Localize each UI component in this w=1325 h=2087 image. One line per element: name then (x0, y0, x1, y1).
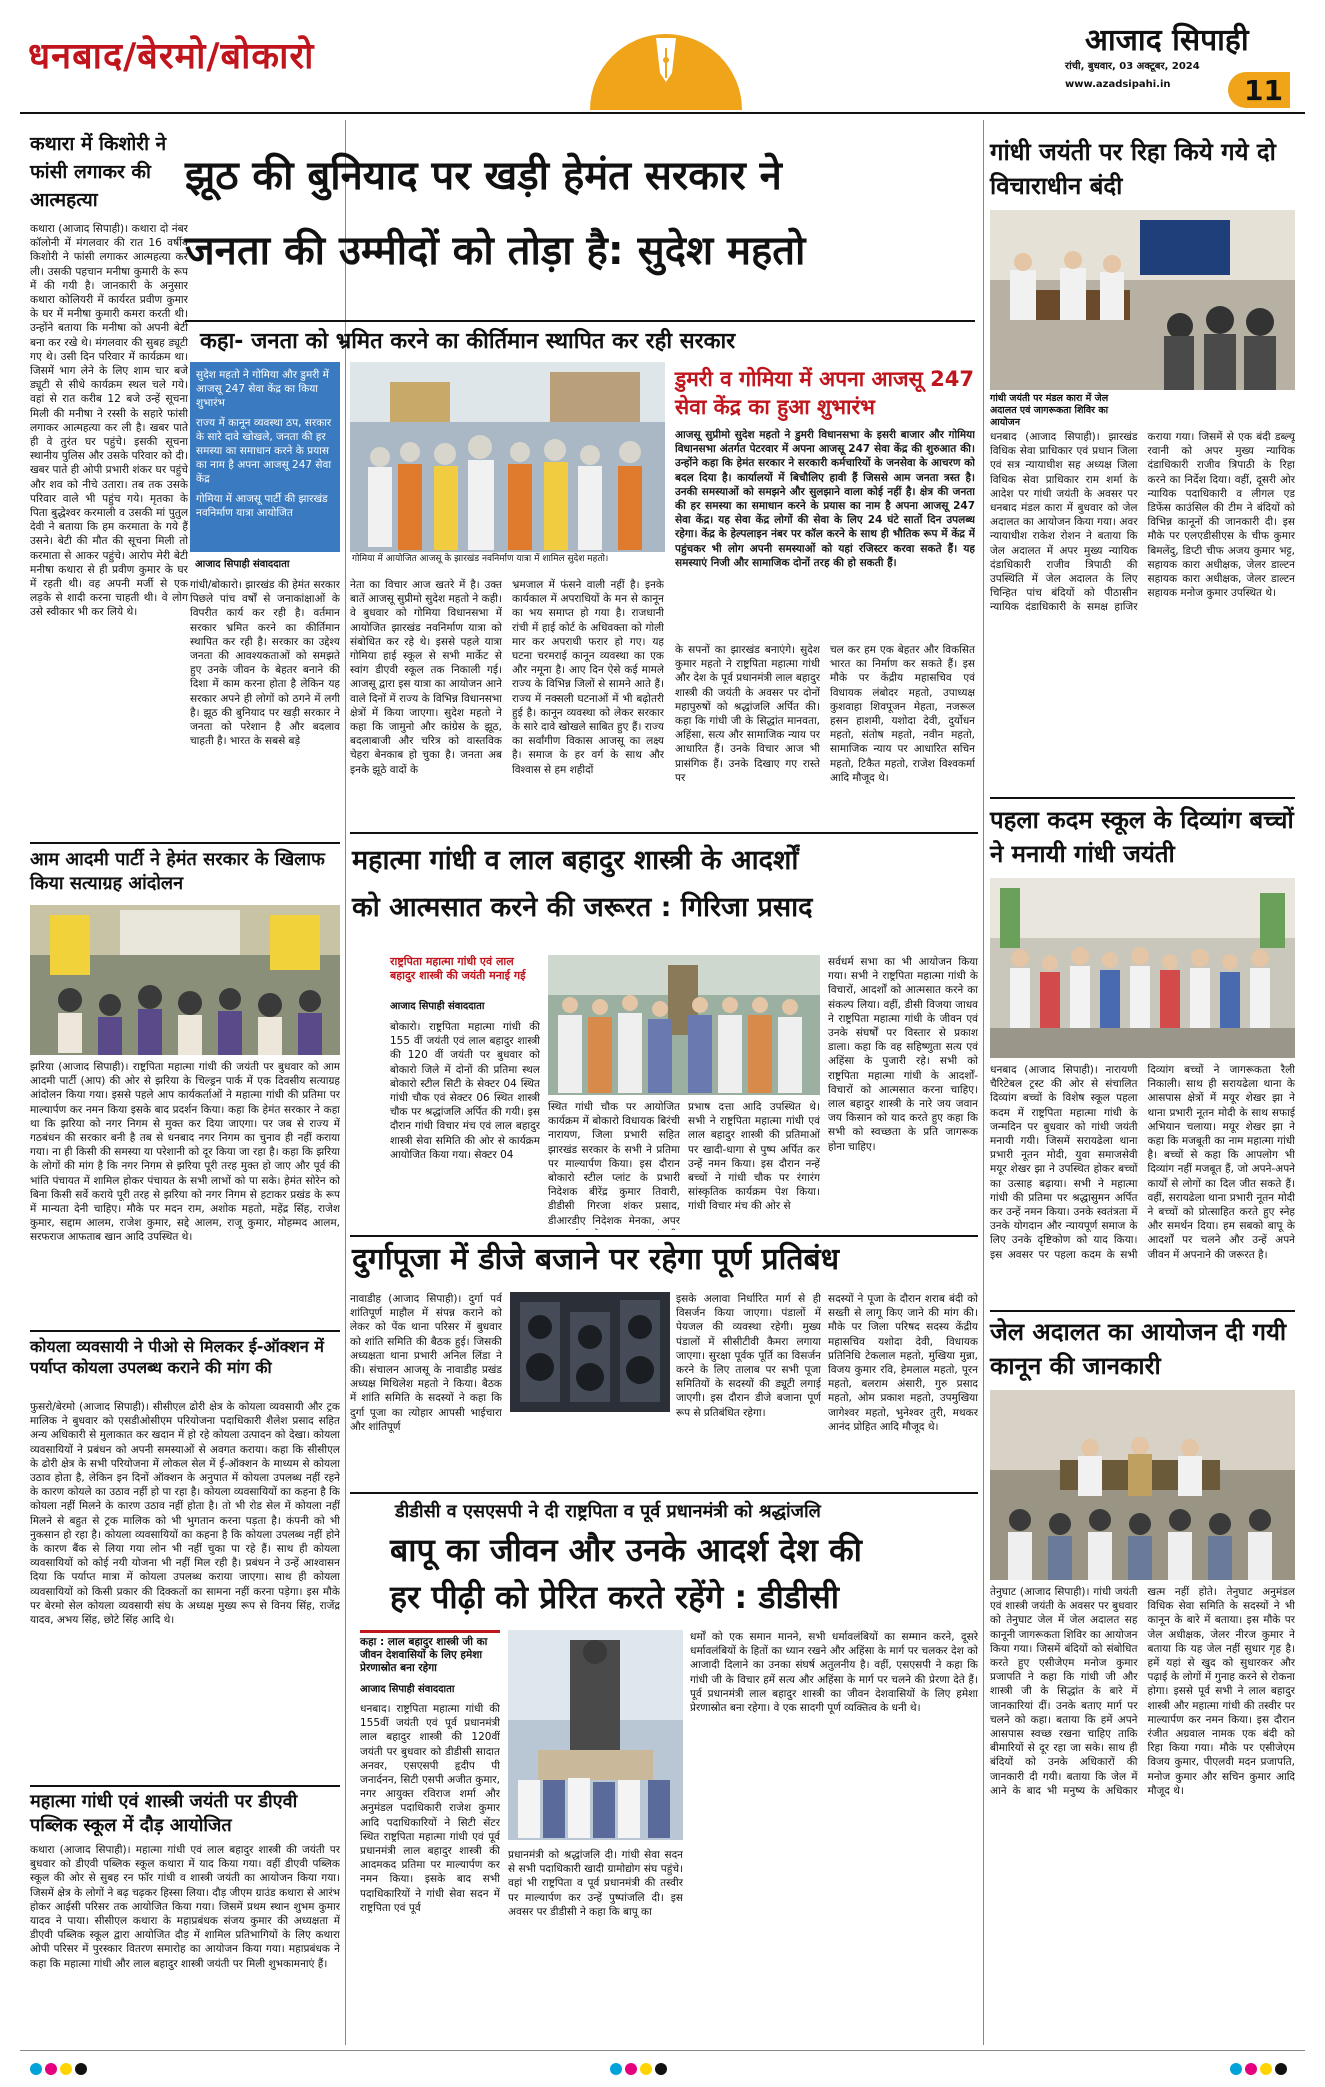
gandhi-byline: आजाद सिपाही संवाददाता (390, 1001, 485, 1012)
story-kathara-body: कथारा (आजाद सिपाही)। कथारा दो नंबर कॉलोनी में मंगलवार की रात 16 वर्षीय किशोरी ने फांसी लगाकर आत्महत्या कर ली। उसकी पहचान मनीषा कुमारी के रूप में की गयी है। जानकारी के अनुसार कथारा कोलियरी में कार्यरत प्रवीण कुमार के घर में मनीषा कुमारी कमरा करती थी। उन्होंने बताया कि मनीषा को अपनी बेटी बना कर रखे थे। मंगलवार की सुबह ड्यूटी गए थे। उसी दिन परिवार में कार्यक्रम था। जिसमें भाग लेने के लिए शाम चार बजे ड्यूटी से सीधे कार्यक्रम स्थल चले गये। वहां से रात करीब 12 बजे उन्हें सूचना मिली की मनीषा ने रस्सी के सहारे फांसी लगाकर आत्महत्या कर ली है। खबर पाते ही वे तुरंत घर पहुंचे। इसकी सूचना स्थानीय पुलिस और उसके परिवार को दी। खबर पाते ही ओपी प्रभारी शंकर घर पहुंचे और शव को नीचे उतारा। तब तक उसके परिवार वाले भी पहुंच गये। मृतका के पिता बुद्धेश्वर करमाली व उसकी मां पुतुल देवी ने बताया कि हम करमाता के गये हैं उसने। बेटी की मौत की सूचना मिली तो करमाता से आकर पहुंचे। आरोप मेरी बेटी मनीषा कथारा से ही प्रवीण कुमार के घर में रहती थी। वह अपनी मर्जी से एक लड़के से शादी करना चाहती थी। वे लोग उसे स्वीकार भी कर लिये थे। (30, 223, 188, 619)
masthead (0, 0, 1325, 110)
race-headline: महात्मा गांधी एवं शास्त्री जयंती पर डीएवी पब्लिक स्कूल में दौड़ आयोजित (30, 1791, 298, 1836)
swatch (60, 2063, 72, 2075)
ddc-headline-line2: हर पीढ़ी को प्रेरित करते रहेंगे : डीडीसी (390, 1578, 840, 1616)
lead-body-col3: भ्रमजाल में फंसने वाली नहीं है। इनके कार्यकाल में अपराधियों के मन से कानून का भय समाप्त हो गया है। राजधानी रांची में हाई कोर्ट के अधिवक्ता को गोली मार कर अपराधी फरार हो गए। यह घटना चरमराई कानून व्यवस्था का एक और नमूना है। आए दिन ऐसे कई मामले राज्य के विभिन्न जिलों से सामने आते हैं। राज्य में नक्सली घटनाओं में भी बढ़ोतरी हुई है। कानून व्यवस्था को लेकर सरकार के सारे दावे खोखले साबित हुए हैं। राज्य का सर्वांगीण विकास आजसू का लक्ष्य है। समाज के हर वर्ग के साथ और विश्वास से हम शहीदों (512, 579, 664, 776)
ddc-headline-line1: बापू का जीवन और उनके आदर्श देश की (390, 1531, 862, 1569)
col-divider (983, 120, 984, 2045)
lead-bullet: राज्य में कानून व्यवस्था ठप, सरकार के सारे दावे खोखले, जनता की हर समस्या का समाधान करने के प्रयास का नाम है अपना आजसू 247 सेवा केंद्र (196, 417, 332, 485)
lead-bullet: सुदेश महतो ने गोमिया और डुमरी में आजसू 247 सेवा केंद्र का किया शुभारंभ (196, 369, 329, 409)
school-photo (990, 878, 1295, 1058)
footer-rule (20, 2050, 1305, 2051)
ddc-byline: आजाद सिपाही संवाददाता (360, 1684, 455, 1695)
paper-name: आजाद सिपाही (1085, 23, 1249, 58)
swatch (1260, 2063, 1272, 2075)
school-body: धनबाद (आजाद सिपाही)। नारायणी चैरिटेबल ट्रस्ट की ओर से संचालित दिव्यांग बच्चों के विशेष स्कूल पहला कदम में राष्ट्रपिता महात्मा गांधी के जन्मदिन पर बुधवार को गांधी जयंती मनायी गयी। जिसमें सरायढेला थाना प्रभारी नूतन मोदी, युवा समाजसेवी मयूर शेखर झा ने उपस्थित होकर बच्चों का उत्साह बढ़ाया। सभी ने महात्मा गांधी की प्रतिमा पर श्रद्धासुमन अर्पित कर उन्हें नमन किया। उनके स्वतंत्रता में उनके योगदान और न्यायपूर्ण समाज के लिए उनके दृष्टिकोण को याद किया। इस अवसर पर पहला कदम के सभी दिव्यांग बच्चों ने जागरूकता रैली निकाली। साथ ही सरायढेला थाना के आसपास क्षेत्रों में मयूर शेखर झा ने थाना प्रभारी नूतन मोदी के साथ सफाई अभियान चलाया। मयूर शेखर झा ने कहा कि मजबूती का नाम महात्मा गांधी है। बच्चों से कहा कि आपलोग भी दिव्यांग नहीं मजबूत हैं, जो अपने-अपने कार्यों से लोगों का दिल जीत सकते हैं। वहीं, सरायढेला थाना प्रभारी नूतन मोदी ने बच्चों को प्रोत्साहित करते हुए स्नेह और समर्थन दिया। हम सबको बापू के आदर्शों पर चलने और उन्हें अपने जीवन में अपनाने की जरूरत है। (990, 1064, 1295, 1261)
ddc-body3: धर्मों को एक समान मानने, सभी धर्मावलंबियों का सम्मान करने, दूसरे धर्मावलंबियों के हितों का ध्यान रखने और अहिंसा के मार्ग पर चलकर देश को आजादी दिलाने का उनका संघर्ष अतुलनीय है। वहीं, एसएसपी ने कहा कि गांधी जी के विचार हमें सत्य और अहिंसा के मार्ग पर चलने की प्रेरणा देते हैं। पूर्व प्रधानमंत्री लाल बहादुर शास्त्री का जीवन देशवासियों के लिए हमेशा प्रेरणास्रोत बना रहेगा। वे एक सादगी पूर्ण व्यक्तित्व के धनी थे। (690, 1631, 978, 1715)
gandhi-body4: सर्वधर्म सभा का भी आयोजन किया गया। सभी ने राष्ट्रपिता महात्मा गांधी के विचारों, आदर्शों को आत्मसात करने का संकल्प लिया। वहीं, डीसी विजया जाधव ने राष्ट्रपिता महात्मा गांधी के जीवन एवं उनके संघर्षों पर विस्तार से प्रकाश डाला। कहा कि वह सहिष्णुता सत्य एवं अहिंसा के पुजारी रहे। सभी को राष्ट्रपिता महात्मा गांधी के आदर्शों-विचारों को आत्मसात करना चाहिए। लाल बहादुर शास्त्री के नारे जय जवान जय किसान को याद करते हुए कहा कि सभी को स्वच्छता के प्रति जागरूक होना चाहिए। (828, 956, 978, 1153)
lead-body-col5: चल कर हम एक बेहतर और विकसित भारत का निर्माण कर सकते हैं। इस मौके पर केंद्रीय महासचिव एवं विधायक लंबोदर महतो, उपाध्यक्ष कुशवाहा शिवपूजन मेहता, नजरूल हसन हाशमी, यशोदा देवी, दुर्योधन महतो, संतोष महतो, नवीन महतो, सामाजिक न्याय पर आधारित सचिन महतो, टिकैत महतो, राजेश विश्वकर्मा आदि मौजूद थे। (830, 644, 975, 784)
prisoners-body: धनबाद (आजाद सिपाही)। झारखंड विधिक सेवा प्राधिकार एवं प्रधान जिला एवं सत्र न्यायाधीश सह अध्यक्ष जिला विधिक सेवा प्राधिकार राम शर्मा के आदेश पर गांधी जयंती के अवसर पर धनबाद मंडल कारा में बुधवार को जेल अदालत का आयोजन किया गया। अवर न्यायाधीश राकेश रोशन ने बताया कि जेल अदालत में अपर मुख्य न्यायिक दंडाधिकारी राजीव त्रिपाठी की उपस्थिति में जेल अदालत के लिए चिन्हित पांच बंदियों को पीठासीन न्यायिक दंडाधिकारी के समक्ष हाजिर कराया गया। जिसमें से एक बंदी डब्ल्यू रवानी को अपर मुख्य न्यायिक दंडाधिकारी राजीव त्रिपाठी के रिहा करने का निर्देश दिया। वहीं, दूसरी ओर न्यायिक पदाधिकारी व लीगल एड डिफेंस काउंसिल की टीम ने बंदियों को विभिन्न कानूनों की जानकारी दी। इस मौके पर एलएडीसीएस के चीफ कुमार बिमलेंदु, डिप्टी चीफ अजय कुमार भट्ट, सहायक कारा अधीक्षक, जेलर डाल्टन सहायक कारा अधीक्षक, जेलर डाल्टन सहायक मनोज कुमार उपस्थित थे। (990, 431, 1295, 614)
court-body: तेनुघाट (आजाद सिपाही)। गांधी जयंती एवं शास्त्री जयंती के अवसर पर बुधवार को तेनुघाट जेल में जेल अदालत सह कानूनी जागरूकता शिविर का आयोजन किया गया। जिसमें बंदियों को संबोधित करते हुए एसीजेएम मनोज कुमार प्रजापति ने कहा कि गांधी जी और शास्त्री जी के सिद्धांत के बारे में जानकारियां दीं। उनके बताए मार्ग पर चलने को कहा। बताया कि हमें अपने आसपास स्वच्छ रखना चाहिए ताकि बीमारियों से दूर रहा जा सके। साथ ही बंदियों को उनके अधिकारों की जानकारी दी गयी। बताया कि जेल में आने के बाद भी मनुष्य के अधिकार खत्म नहीं होते। तेनुघाट अनुमंडल विधिक सेवा समिति के सदस्यों ने भी कानून के बारे में बताया। इस मौके पर जेल अधीक्षक, जेलर नीरज कुमार ने बताया कि यह जेल नहीं सुधार गृह है। हमें यहां से खुद को सुधारकर और पढ़ाई के लोगों में गुनाह करने से रोकना होगा। इससे पूर्व सभी ने लाल बहादुर शास्त्री और महात्मा गांधी की तस्वीर पर माल्यार्पण कर नमन किया। इस दौरान रंजीत अग्रवाल नामक एक बंदी को रिहा किया गया। मौके पर एसीजेएम विजय कुमार, पीएलवी मदन प्रजापति, मनोज कुमार और सचिन कुमार आदि मौजूद थे। (990, 1586, 1295, 1797)
color-swatches-left (30, 2060, 90, 2079)
gandhi-body2: स्थित गांधी चौक पर आयोजित कार्यक्रम में बोकारो विधायक बिरंची नारायण, जिला प्रभारी सहित झारखंड सरकार के सभी ने प्रतिमा पर माल्यार्पण किया। इस दौरान बोकारो स्टील प्लांट के प्रभारी निदेशक बीरेंद्र कुमार तिवारी, डीडीसी गिरजा शंकर प्रसाद, डीआरडीए निदेशक मेनका, अपर (548, 1101, 680, 1227)
gandhi-headline-line2: को आत्मसात करने की जरूरत : गिरिजा प्रसाद (352, 892, 813, 923)
swatch (30, 2063, 42, 2075)
swatch (610, 2063, 622, 2075)
swatch (655, 2063, 667, 2075)
durga-headline: दुर्गापूजा में डीजे बजाने पर रहेगा पूर्ण प्रतिबंध (352, 1242, 840, 1277)
lead-body-col1: गांधी/बोकारो। झारखंड की हेमंत सरकार पिछले पांच वर्षों से जनाकांक्षाओं के विपरीत कार्य कर रही है। वर्तमान सरकार भ्रमित करने का कीर्तिमान स्थापित कर रही है। सरकार का उद्देश्य जनता की आवश्यकताओं को समझते हुए उनके जीवन के बेहतर बनाने की दिशा में काम करना होता है लेकिन यह सरकार अपने ही लोगों को ठगने में लगी है। झूठ की बुनियाद पर खड़ी सरकार ने जनता को परेशान है और बदलाव चाहती है। भारत के सबसे बड़े (190, 579, 340, 748)
divider (350, 1235, 978, 1237)
durga-body1: नावाडीह (आजाद सिपाही)। दुर्गा पर्व शांतिपूर्ण माहौल में संपन्न कराने को लेकर को पेंक थाना परिसर में बुधवार को शांति समिति की बैठक हुई। जिसकी अध्यक्षता थाना प्रभारी अनिल लिंडा ने की। संचालन आजसू के नावाडीह प्रखंड अध्यक्ष मिथिलेश महतो ने किया। बैठक में शांति समिति के सदस्यों ने कहा कि दुर्गा पूजा का त्योहार आपसी भाईचारा और शांतिपूर्ण (350, 1293, 502, 1433)
durga-body3: सदस्यों ने पूजा के दौरान शराब बंदी को सख्ती से लागू किए जाने की मांग की। मौके पर जिला परिषद सदस्य केंद्रीय महासचिव यशोदा देवी, विधायक प्रतिनिधि टेकलाल महतो, मुखिया मुन्ना, विजय कुमार रवि, हेमलाल महतो, पूरन महतो, बलराम अंसारी, गुरु प्रसाद महतो, ओम प्रकाश महतो, उपमुखिया जागेश्वर महतो, भुनेश्वर तुरी, मथकर आनंद प्रोहित आदि मौजूद थे। (828, 1293, 978, 1433)
swatch (640, 2063, 652, 2075)
ddc-body2: प्रधानमंत्री को श्रद्धांजलि दी। गांधी सेवा सदन से सभी पदाधिकारी खादी ग्रामोद्योग संघ पहुंचे। वहां भी राष्ट्रपिता व पूर्व प्रधानमंत्री की तस्वीर पर माल्यार्पण कर उन्हें पुष्पांजलि दी। इस अवसर पर डीडीसी ने कहा कि बापू का (508, 1849, 683, 1918)
date-line: रांची, बुधवार, 03 अक्टूबर, 2024 (1065, 61, 1200, 72)
gandhi-headline-line1: महात्मा गांधी व लाल बहादुर शास्त्री के आदर्शों (352, 845, 799, 876)
prisoners-photo (990, 210, 1295, 390)
gandhi-body1: बोकारो। राष्ट्रपिता महात्मा गांधी की 155 वीं जयंती एवं लाल बहादुर शास्त्री की 120 वीं जयंती पर बुधवार को बोकारो जिले में दोनों की प्रतिमा स्थल बोकारो स्टील सिटी के सेक्टर 04 स्थित गांधी चौक एवं सेक्टर 06 स्थित शास्त्री चौक पर श्रद्धांजलि अर्पित की गयी। इस दौरान गांधी विचार मंच एवं लाल बहादुर शास्त्री सेवा समिति की ओर से कार्यक्रम आयोजित किया गया। सेक्टर 04 (390, 1021, 540, 1161)
lead-bullets-box (190, 362, 340, 552)
ddc-body1: धनबाद। राष्ट्रपिता महात्मा गांधी की 155वीं जयंती एवं पूर्व प्रधानमंत्री लाल बहादुर शास्त्री की 120वीं जयंती पर बुधवार को डीडीसी सादात अनवर, एसएसपी हृदीप पी जनार्दनन, सिटी एसपी अजीत कुमार, नगर आयुक्त रविराज शर्मा और अनुमंडल पदाधिकारी राजेश कुमार आदि पदाधिकारियों ने सिटी सेंटर स्थित राष्ट्रपिता महात्मा गांधी एवं पूर्व प्रधानमंत्री लाल बहादुर शास्त्री की आदमकद प्रतिमा पर माल्यार्पण कर नमन किया। इसके बाद सभी पदाधिकारियों ने गांधी सेवा सदन में राष्ट्रपिता एवं पूर्व (360, 1703, 500, 1914)
side-body: आजसू सुप्रीमो सुदेश महतो ने डुमरी विधानसभा के इसरी बाजार और गोमिया विधानसभा अंतर्गत पेटरवार में अपना आजसू 247 सेवा केंद्र की शुरुआत की। उन्होंने कहा कि हेमंत सरकार ने सरकारी कर्मचारियों के जनसेवा के आचरण को बदल दिया है। कार्यालयों में बिचौलिए हावी हैं जिससे आम जनता त्रस्त है। उनकी समस्याओं को समझने और सुलझाने वाला कोई नहीं है। क्षेत्र की जनता की हर समस्या का समाधान करने के प्रयास का नाम है अपना आजसू 247 सेवा केंद्र। यह सेवा केंद्र लोगों की सेवा के लिए 24 घंटे सातों दिन उपलब्ध रहेगा। केंद्र के हेल्पलाइन नंबर पर कॉल करने के साथ ही भौतिक रूप में केंद्र में पहुंचकर भी लोग अपनी समस्याओं को यहां रजिस्टर करवा सकते हैं। यह समस्याएं निजी और सामाजिक दोनों तरह की हो सकती हैं। (675, 429, 975, 569)
court-photo (990, 1390, 1295, 1580)
divider (990, 797, 1295, 799)
website: www.azadsipahi.in (1065, 79, 1171, 90)
lead-byline: आजाद सिपाही संवाददाता (195, 559, 290, 570)
durga-body2: इसके अलावा निर्धारित मार्ग से ही विसर्जन किया जाएगा। पंडालों में पेयजल की व्यवस्था रहेगी। मुख्य पंडालों में सीसीटीवी कैमरा लगाया जाएगा। सुरक्षा पूर्वक पूर्ति का विसर्जन करने के लिए तालाब पर सभी पूजा समितियों के सदस्यों की ड्यूटी लगाई जाएगी। इस दौरान डीजे बजाना पूर्ण रूप से प्रतिबंधित रहेगा। (676, 1293, 821, 1419)
lead-headline-line1: झूठ की बुनियाद पर खड़ी हेमंत सरकार ने (185, 153, 782, 199)
section-title: धनबाद/बेरमो/बोकारो (28, 36, 315, 77)
lead-body-col2: नेता का विचार आज खतरे में है। उक्त बातें आजसू सुप्रीमो सुदेश महतो ने कही। वे बुधवार को गोमिया विधानसभा में आयोजित झारखंड नवनिर्माण यात्रा को संबोधित कर रहे थे। इससे पहले यात्रा गोमिया हाई स्कूल से सभी मार्केट से स्वांग डीएवी स्कूल तक निकाली गई। आजसू द्वारा इस यात्रा का आयोजन आने वाले दिनों में राज्य के विभिन्न विधानसभा क्षेत्रों में किया जाएगा। सुदेश महतो ने कहा कि जामुनो और कांग्रेस के झूठ, बदलाबाजी और चरित्र को वास्तविक चेहरा बेनकाब हो चुका है। जनता अब इनके झूठे वादों के (350, 579, 502, 776)
divider (185, 320, 975, 322)
page-number: 11 (1244, 74, 1283, 107)
prisoners-caption: गांधी जयंती पर मंडल कारा में जेल अदालत एवं जागरूकता शिविर का आयोजन (990, 393, 1109, 428)
story-kathara-headline: कथारा में किशोरी ने फांसी लगाकर की आत्महत्या (30, 133, 167, 211)
divider (350, 1492, 978, 1494)
divider (30, 1330, 340, 1332)
coal-body: फुसरो/बेरमो (आजाद सिपाही)। सीसीएल ढोरी क्षेत्र के कोयला व्यवसायी और ट्रक मालिक ने बुधवार को एसडीओसीएम परियोजना पदाधिकारी शैलेश प्रसाद सहित अन्य अधिकारी से मुलाकात कर खदान में हो रहे कोयला उत्पादन को देखा। कोयला व्यवसायियों ने प्रबंधन को अपनी समस्याओं से अवगत कराया। कहा कि सीसीएल के ढोरी क्षेत्र के सभी परियोजना में लोकल सेल में ई-ऑक्शन के माध्यम से कोयला उठाव होता है, लेकिन इन दिनों ऑक्शन के अनुपात में कोयला उपलब्ध नहीं रहने के कारण कोयले का उठाव नहीं हो पा रहा है। कोयला व्यवसायियों का कहना है कि कोयला नहीं मिलने के कारण उठाव नहीं होता है। तो भी रोड सेल में कोयला नहीं मिलने से बहुत से ट्रक मालिक को भी भुगतान करना पड़ता है। कंपनी को भी नुकसान हो रहा है। कोयला व्यवसायियों का कहना है कि कोयला उपलब्ध नहीं होने के कारण बैंक से लिया गया लोन भी नहीं चुका पा रहे हैं। साथ ही कोयला व्यवसायियों को कोई नयी योजना भी नहीं मिल रही है। प्रबंधन ने उन्हें आश्वासन दिया कि पर्याप्त मात्रा में कोयला उपलब्ध कराया जाएगा। साथ ही कोयला व्यवसायियों को किसी प्रकार की दिक्कतों का सामना नहीं करना पड़ेगा। इस मौके पर बेरमो सेल कोयला व्यवसायी संघ के अध्यक्ष मुख्य रूप से विनय सिंह, राजेंद्र यादव, अभय सिंह, छोटे सिंह आदि थे। (30, 1401, 340, 1627)
swatch (1245, 2063, 1257, 2075)
swatch (625, 2063, 637, 2075)
lead-photo (350, 362, 665, 552)
divider (990, 1310, 1295, 1312)
lead-bullet: गोमिया में आजसू पार्टी की झारखंड नवनिर्माण यात्रा आयोजित (196, 493, 328, 519)
lead-photo-caption: गोमिया में आयोजित आजसू के झारखंड नवनिर्माण यात्रा में शामिल सुदेश महतो। (352, 554, 609, 564)
divider (350, 832, 978, 834)
coal-headline: कोयला व्यवसायी ने पीओ से मिलकर ई-ऑक्शन में पर्याप्त कोयला उपलब्ध कराने की मांग की (30, 1337, 324, 1377)
durga-photo (510, 1292, 670, 1412)
aap-photo (30, 905, 340, 1055)
divider (30, 1785, 340, 1787)
prisoners-headline: गांधी जयंती पर रिहा किये गये दो विचाराधीन बंदी (990, 138, 1276, 200)
court-headline: जेल अदालत का आयोजन दी गयी कानून की जानकारी (990, 1318, 1287, 1380)
gandhi-kicker: राष्ट्रपिता महात्मा गांधी एवं लाल बहादुर शास्त्री की जयंती मनाई गई (390, 955, 526, 982)
header-rule (20, 112, 1305, 114)
aap-body: झरिया (आजाद सिपाही)। राष्ट्रपिता महात्मा गांधी की जयंती पर बुधवार को आम आदमी पार्टी (आप) की ओर से झरिया के चिल्ड्रन पार्क में एक दिवसीय सत्याग्रह आंदोलन किया गया। इससे पहले आप कार्यकर्ताओं ने महात्मा गांधी की प्रतिमा पर माल्यार्पण कर नमन किया इसके बाद प्रदर्शन किया। कहा कि हेमंत सरकार ने कहा था कि झरिया को नगर निगम से मुक्त कर दिया जाएगा। पर जब से राज्य में गठबंधन की सरकार बनी है तब से धनबाद नगर निगम का चुनाव ही नहीं कराया गया। ना ही किसी की समस्या या परेशानी को दूर किया जा रहा है। कहा कि झरिया के लोगों की मांग है कि नगर निगम से झरिया पूरी तरह मुक्त हो जाए और पूर्व की भांति पंचायत में शामिल होकर पंचायत के सभी लाभों को पा सके। हेमंत सोरेन को बिना किसी सर्वे कराये पूरी तरह से झरिया को नगर निगम से हटाकर प्रखंड के रूप में मान्यता देनी चाहिए। मौके पर मदन राम, अशोक महतो, महेंद्र सिंह, राजेश कुमार, सद्दाम आलम, राजेश कुमार, सद्दे आलम, राजू कुमार, मोहम्मद आलम, सरफराज आफताब खान आदि उपस्थित थे। (30, 1061, 340, 1244)
swatch (45, 2063, 57, 2075)
lead-body-col4: के सपनों का झारखंड बनाएंगे। सुदेश कुमार महतो ने राष्ट्रपिता महात्मा गांधी और देश के पूर्व प्रधानमंत्री लाल बहादुर शास्त्री की जयंती के अवसर पर दोनों महापुरुषों को श्रद्धांजलि अर्पित की। कहा कि गांधी जी के सिद्धांत मानवता, अहिंसा, सत्य और सामाजिक न्याय पर आधारित हैं। उनके विचार आज भी प्रासंगिक हैं। उनके दिखाए गए रास्ते पर (675, 644, 820, 784)
col-divider (345, 120, 346, 2045)
lead-headline-line2: जनता की उम्मीदों को तोड़ा है: सुदेश महतो (185, 228, 806, 274)
swatch (1230, 2063, 1242, 2075)
swatch (1275, 2063, 1287, 2075)
lead-subhead: कहा- जनता को भ्रमित करने का कीर्तिमान स्थापित कर रही सरकार (200, 329, 736, 354)
aap-headline: आम आदमी पार्टी ने हेमंत सरकार के खिलाफ किया सत्याग्रह आंदोलन (30, 849, 325, 894)
gandhi-photo (548, 955, 820, 1095)
swatch (75, 2063, 87, 2075)
color-swatches-right (1230, 2060, 1290, 2079)
color-swatches-center (610, 2060, 670, 2079)
nib-logo (588, 18, 744, 110)
race-body: कथारा (आजाद सिपाही)। महात्मा गांधी एवं लाल बहादुर शास्त्री की जयंती पर बुधवार को डीएवी पब्लिक स्कूल कथारा में याद किया गया। वहीं डीएवी पब्लिक स्कूल की ओर से सुबह रन फॉर गांधी व शास्त्री जयंती का आयोजन किया गया। जिसमें क्षेत्र के लोगों ने बढ़ चढ़कर हिस्सा लिया। दौड़ जीएम ग्राउंड कथारा से आरंभ होकर आईसी परिसर तक आयोजित किया गया। जिसमें प्रथम स्थान शुभम कुमार यादव ने पाया। सीसीएल कथारा के महाप्रबंधक संजय कुमार की अध्यक्षता में डीएवी पब्लिक स्कूल द्वारा आयोजित दौड़ में शामिल प्रतिभागियों के लिए कथारा ओपी परिसर में पुरस्कार वितरण समारोह का आयोजन किया गया। महाप्रबंधक ने कहा कि महात्मा गांधी और लाल बहादुर शास्त्री जयंती पर मिली शुभकामनाएं हैं। (30, 1844, 340, 1970)
side-headline: डुमरी व गोमिया में अपना आजसू 247 सेवा केंद्र का हुआ शुभारंभ (675, 367, 974, 419)
ddc-photo (508, 1630, 683, 1840)
ddc-box: कहा : लाल बहादुर शास्त्री जी का जीवन देशवासियों के लिए हमेशा प्रेरणास्रोत बना रहेगा (360, 1630, 500, 1675)
gandhi-body3: प्रभाष दत्ता आदि उपस्थित थे। सभी ने राष्ट्रपिता महात्मा गांधी एवं लाल बहादुर शास्त्री की प्रतिमाओं पर खादी-धागा से पुष्प अर्पित कर उन्हें नमन किया। इस दौरान नन्हें बच्चों ने गांधी चौक पर रंगारंग सांस्कृतिक कार्यक्रम पेश किया। गांधी विचार मंच की ओर से (688, 1101, 820, 1213)
ddc-kicker: डीडीसी व एसएसपी ने दी राष्ट्रपिता व पूर्व प्रधानमंत्री को श्रद्धांजलि (395, 1501, 821, 1522)
school-headline: पहला कदम स्कूल के दिव्यांग बच्चों ने मनायी गांधी जयंती (990, 806, 1294, 868)
divider (30, 842, 340, 844)
